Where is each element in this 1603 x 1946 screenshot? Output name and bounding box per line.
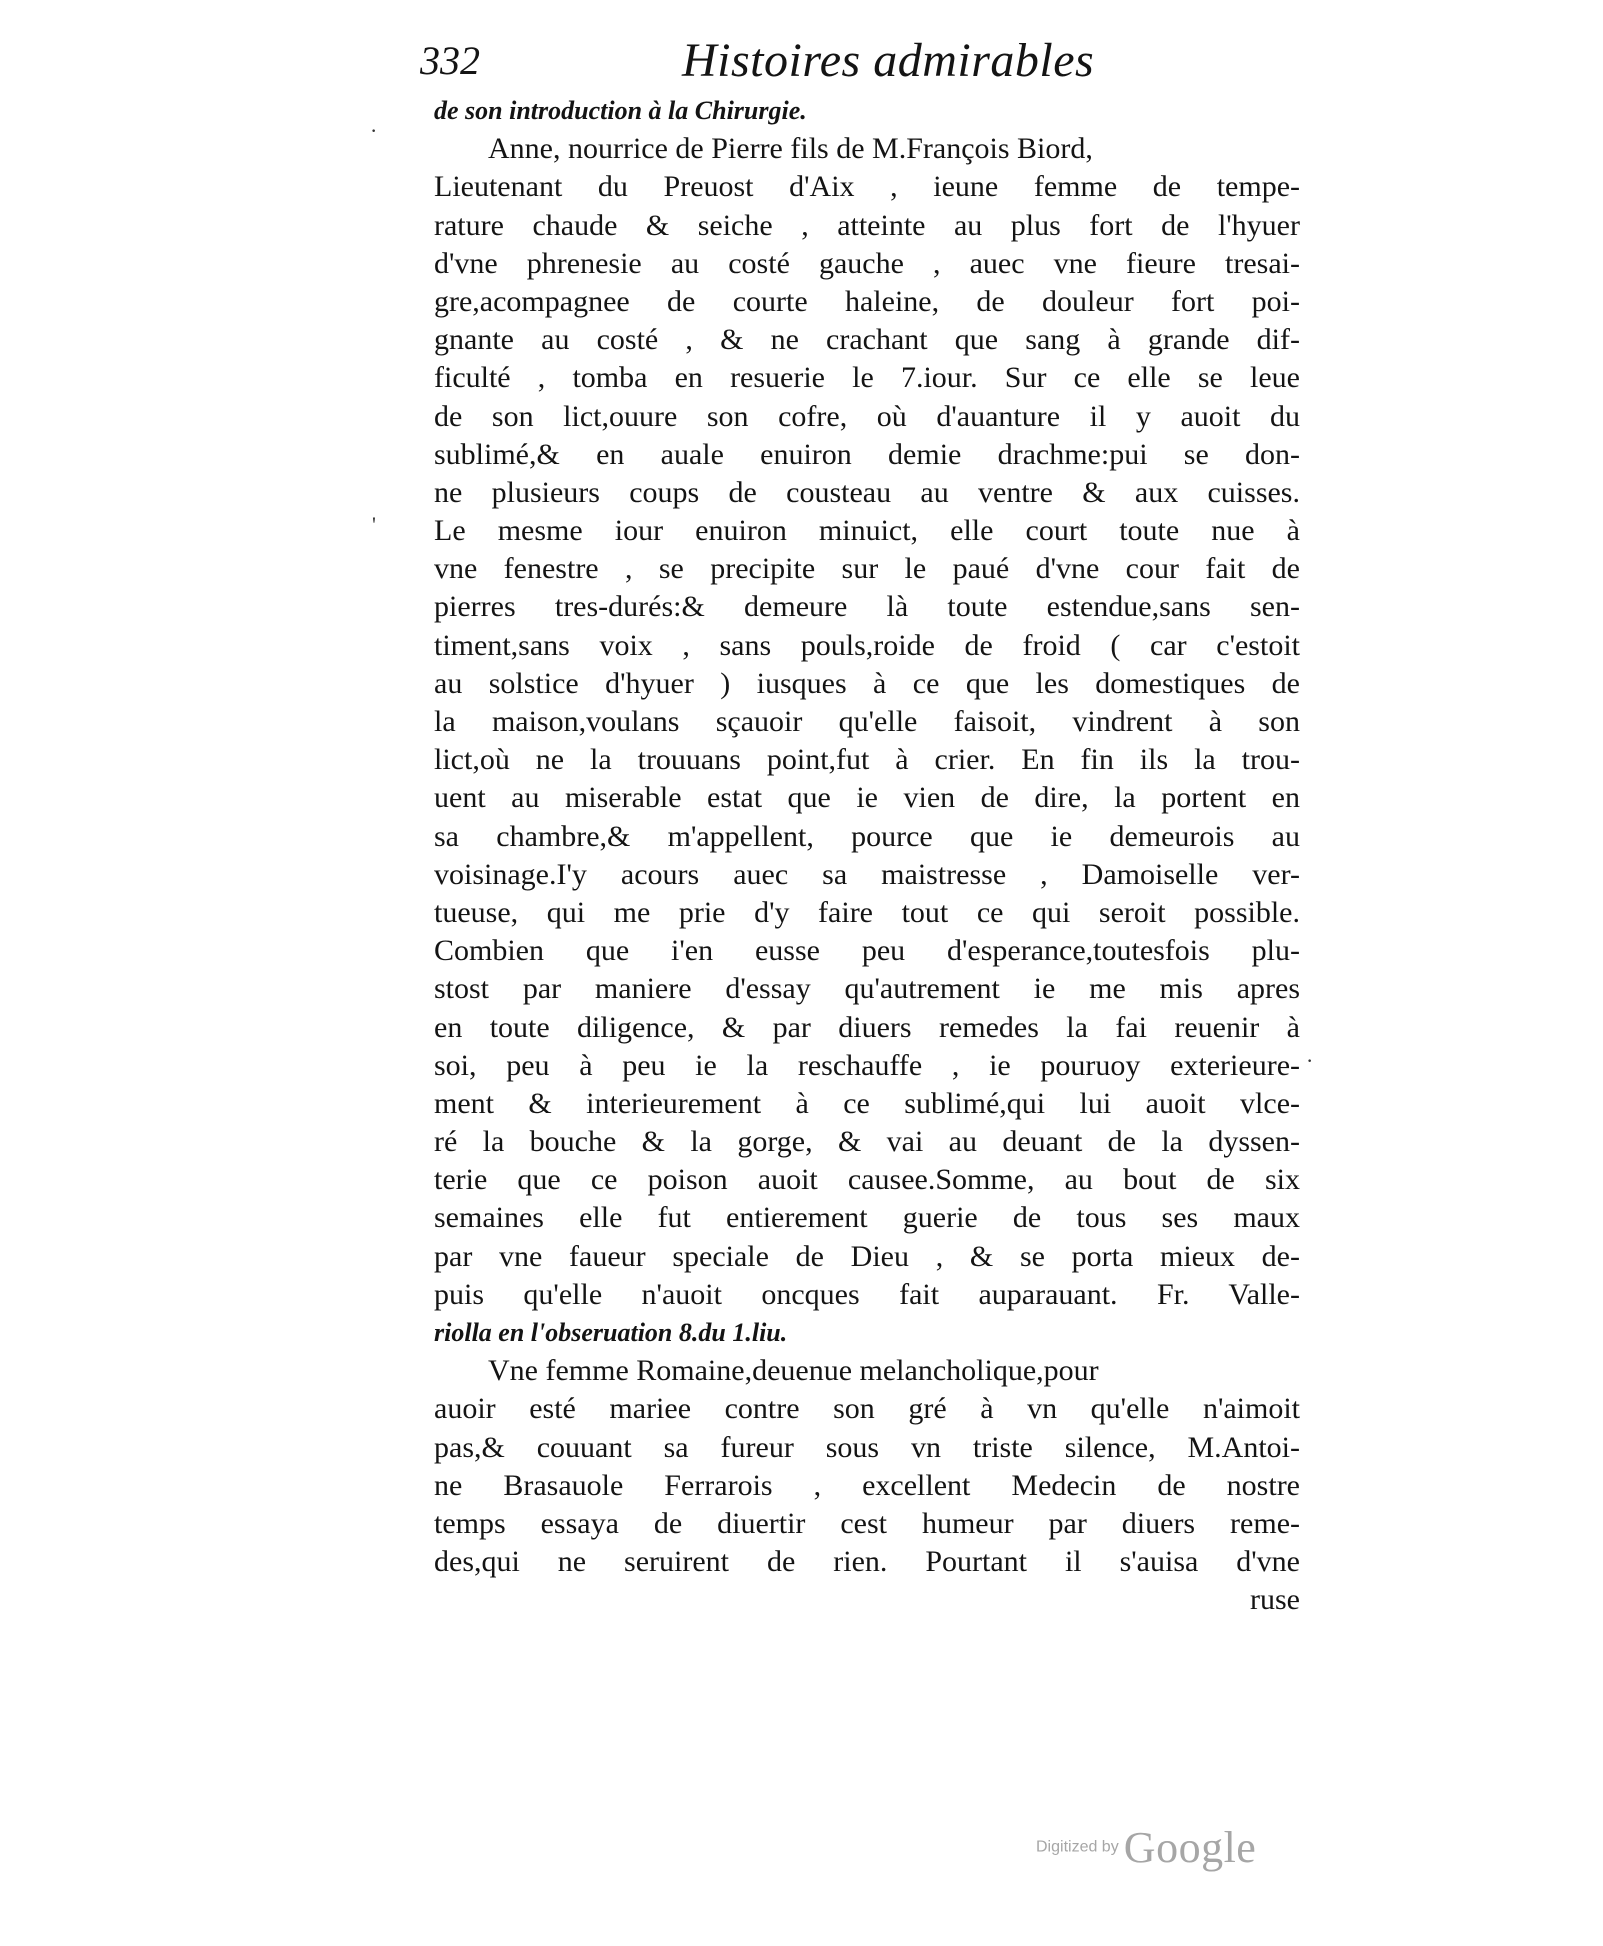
text-line: en toute diligence, & par diuers remedes la fai reuenir à	[434, 1010, 1300, 1044]
digitized-by-label: Digitized by	[1036, 1838, 1119, 1856]
page-number: 332	[420, 38, 480, 83]
text-line: tueuse, qui me prie d'y faire tout ce qui seroit possible.	[434, 895, 1300, 929]
text-line: stost par maniere d'essay qu'autrement ie me mis apres	[434, 972, 1300, 1006]
running-title: Histoires admirables	[682, 34, 1095, 87]
text-line: par vne faueur speciale de Dieu , & se porta mieux de-	[434, 1239, 1300, 1273]
text-line: ment & interieurement à ce sublimé,qui lui auoit vlce-	[434, 1086, 1300, 1120]
text-line: semaines elle fut entierement guerie de tous ses maux	[434, 1201, 1300, 1235]
text-line: riolla en l'obseruation 8.du 1.liu.	[434, 1318, 788, 1347]
text-line: Anne, nourrice de Pierre fils de M.François Biord,	[488, 132, 1093, 166]
text-line: terie que ce poison auoit causee.Somme, au bout de six	[434, 1163, 1300, 1197]
body-text	[434, 92, 1300, 1620]
text-line: gnante au costé , & ne crachant que sang à grande dif-	[434, 323, 1300, 357]
text-line: temps essaya de diuertir cest humeur par diuers reme-	[434, 1506, 1300, 1540]
text-line: ruse	[1250, 1583, 1300, 1617]
text-line: ne plusieurs coups de cousteau au ventre & aux cuisses.	[434, 475, 1300, 509]
text-line: sa chambre,& m'appellent, pource que ie demeurois au	[434, 819, 1300, 853]
text-line: vne fenestre , se precipite sur le paué d'vne cour fait de	[434, 552, 1300, 586]
text-line: Vne femme Romaine,deuenue melancholique,pour	[488, 1354, 1099, 1388]
text-line: pas,& couuant sa fureur sous vn triste silence, M.Antoi-	[434, 1430, 1300, 1464]
text-line: lict,où ne la trouuans point,fut à crier. En fin ils la trou-	[434, 743, 1300, 777]
running-head	[420, 30, 1300, 92]
text-line: de son lict,ouure son cofre, où d'auanture il y auoit du	[434, 399, 1300, 433]
text-line: des,qui ne seruirent de rien. Pourtant il s'auisa d'vne	[434, 1545, 1300, 1579]
text-line: ne Brasauole Ferrarois , excellent Medecin de nostre	[434, 1468, 1300, 1502]
text-line: la maison,voulans sçauoir qu'elle faisoit, vindrent à son	[434, 705, 1300, 738]
google-logo: Google	[1123, 1823, 1257, 1872]
text-line: ré la bouche & la gorge, & vai au deuant de la dyssen-	[434, 1125, 1300, 1159]
text-line: de son introduction à la Chirurgie.	[434, 96, 807, 125]
text-line: auoir esté mariee contre son gré à vn qu'elle n'aimoit	[434, 1392, 1300, 1426]
text-line: puis qu'elle n'auoit oncques fait auparauant. Fr. Valle-	[434, 1277, 1300, 1311]
text-line: uent au miserable estat que ie vien de dire, la portent en	[434, 781, 1300, 815]
text-line: au solstice d'hyuer ) iusques à ce que les domestiques de	[434, 666, 1300, 700]
text-line: voisinage.I'y acours auec sa maistresse , Damoiselle ver-	[434, 857, 1300, 891]
text-line: Le mesme iour enuiron minuict, elle court toute nue à	[434, 514, 1300, 548]
text-line: rature chaude & seiche , atteinte au plus fort de l'hyuer	[434, 208, 1300, 242]
digitized-by-google-watermark	[1036, 1822, 1256, 1882]
text-line: timent,sans voix , sans pouls,roide de froid ( car c'estoit	[434, 628, 1300, 662]
text-line: soi, peu à peu ie la reschauffe , ie pouruoy exterieure-	[434, 1048, 1300, 1082]
text-line: Lieutenant du Preuost d'Aix , ieune femme de tempe-	[434, 170, 1300, 204]
text-line: gre,acompagnee de courte haleine, de douleur fort poi-	[434, 284, 1300, 318]
margin-mark-2: '	[372, 512, 376, 537]
text-line: d'vne phrenesie au costé gauche , auec vne fieure tresai-	[434, 246, 1300, 280]
text-line: sublimé,& en auale enuiron demie drachme:pui se don-	[434, 437, 1300, 471]
margin-mark-3: ·	[1306, 1048, 1314, 1073]
margin-mark-1: ·	[370, 118, 378, 143]
text-line: Combien que i'en eusse peu d'esperance,toutesfois plu-	[434, 934, 1300, 968]
text-line: pierres tres-durés:& demeure là toute estendue,sans sen-	[434, 590, 1300, 624]
text-line: ficulté , tomba en resuerie le 7.iour. Sur ce elle se leue	[434, 361, 1300, 395]
